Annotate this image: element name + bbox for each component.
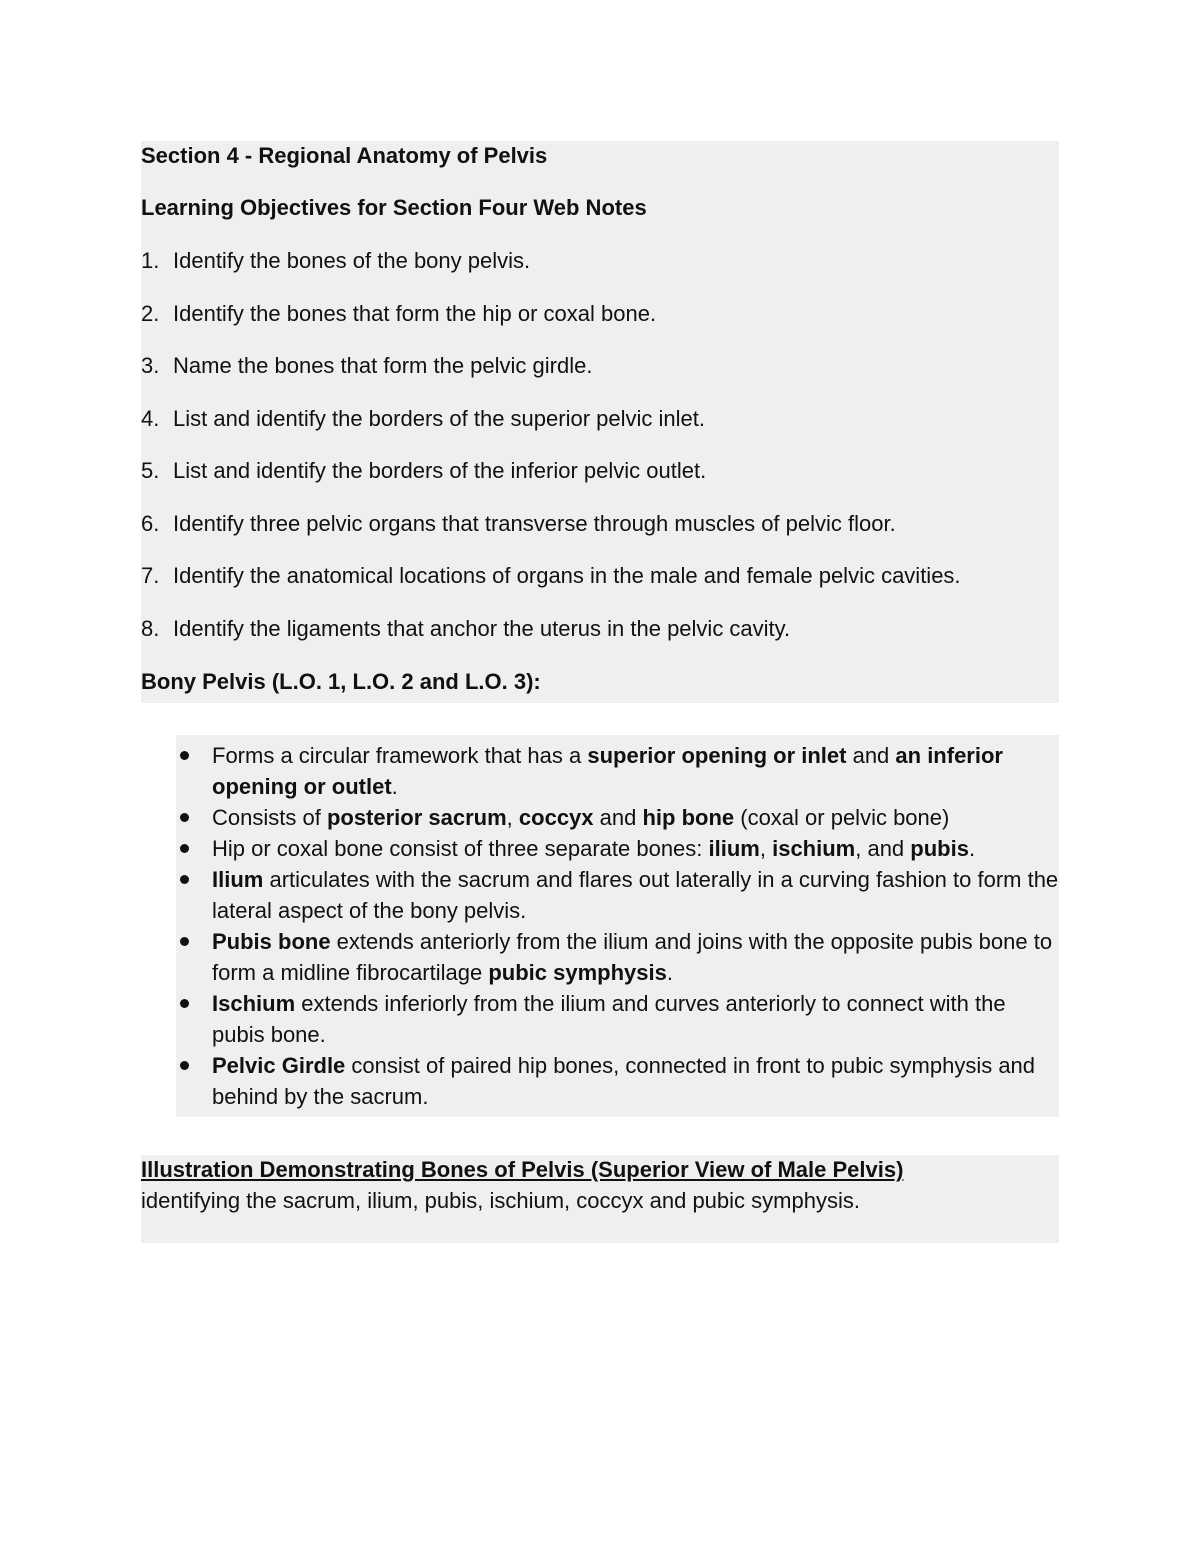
bony-pelvis-heading: Bony Pelvis (L.O. 1, L.O. 2 and L.O. 3): xyxy=(141,669,541,694)
bullet-dot-icon xyxy=(180,813,189,822)
objective-item xyxy=(141,353,592,379)
list-item: Forms a circular framework that has a superior opening or inlet and an inferior opening or outlet. xyxy=(212,740,1064,802)
objective-item xyxy=(141,406,705,432)
objective-number: 7. xyxy=(141,563,160,588)
objective-item xyxy=(141,563,961,589)
objective-number: 5. xyxy=(141,458,160,483)
objective-number: 3. xyxy=(141,353,160,378)
illustration-caption: identifying the sacrum, ilium, pubis, ischium, coccyx and pubic symphysis. xyxy=(141,1188,860,1213)
bullet-dot-icon xyxy=(180,937,189,946)
list-item: Consists of posterior sacrum, coccyx and hip bone (coxal or pelvic bone) xyxy=(212,802,1064,833)
list-item: Pelvic Girdle consist of paired hip bones, connected in front to pubic symphysis and behind by the sacrum. xyxy=(212,1050,1064,1112)
bullet-dot-icon xyxy=(180,751,189,760)
list-item: Hip or coxal bone consist of three separate bones: ilium, ischium, and pubis. xyxy=(212,833,1064,864)
list-item: Ischium extends inferiorly from the ilium and curves anteriorly to connect with the pubis bone. xyxy=(212,988,1064,1050)
objective-text: List and identify the borders of the superior pelvic inlet. xyxy=(173,406,705,431)
objective-item xyxy=(141,301,656,327)
objective-number: 1. xyxy=(141,248,160,273)
objective-number: 6. xyxy=(141,511,160,536)
bony-pelvis-list xyxy=(212,740,1064,1112)
objective-text: Identify three pelvic organs that transverse through muscles of pelvic floor. xyxy=(173,511,896,536)
bullet-dot-icon xyxy=(180,844,189,853)
objective-text: Name the bones that form the pelvic girdle. xyxy=(173,353,593,378)
objective-item xyxy=(141,458,706,484)
objectives-heading: Learning Objectives for Section Four Web Notes xyxy=(141,195,647,220)
objective-number: 8. xyxy=(141,616,160,641)
section-title: Section 4 - Regional Anatomy of Pelvis xyxy=(141,143,548,168)
objective-number: 2. xyxy=(141,301,160,326)
objective-text: Identify the bones that form the hip or coxal bone. xyxy=(173,301,657,326)
objective-item xyxy=(141,511,896,537)
objective-text: Identify the bones of the bony pelvis. xyxy=(173,248,531,273)
illustration-title: Illustration Demonstrating Bones of Pelvis (Superior View of Male Pelvis) xyxy=(141,1157,904,1182)
bullet-dot-icon xyxy=(180,875,189,884)
list-item: Pubis bone extends anteriorly from the ilium and joins with the opposite pubis bone to form a midline fibrocartilage pubic symphysis. xyxy=(212,926,1064,988)
objective-text: Identify the ligaments that anchor the uterus in the pelvic cavity. xyxy=(173,616,791,641)
objective-item xyxy=(141,616,790,642)
objective-number: 4. xyxy=(141,406,160,431)
objective-text: Identify the anatomical locations of organs in the male and female pelvic cavities. xyxy=(173,563,961,588)
objective-item xyxy=(141,248,530,274)
list-item: Ilium articulates with the sacrum and flares out laterally in a curving fashion to form the lateral aspect of the bony pelvis. xyxy=(212,864,1064,926)
bullet-dot-icon xyxy=(180,1061,189,1070)
bullet-dot-icon xyxy=(180,999,189,1008)
objective-text: List and identify the borders of the inferior pelvic outlet. xyxy=(173,458,707,483)
